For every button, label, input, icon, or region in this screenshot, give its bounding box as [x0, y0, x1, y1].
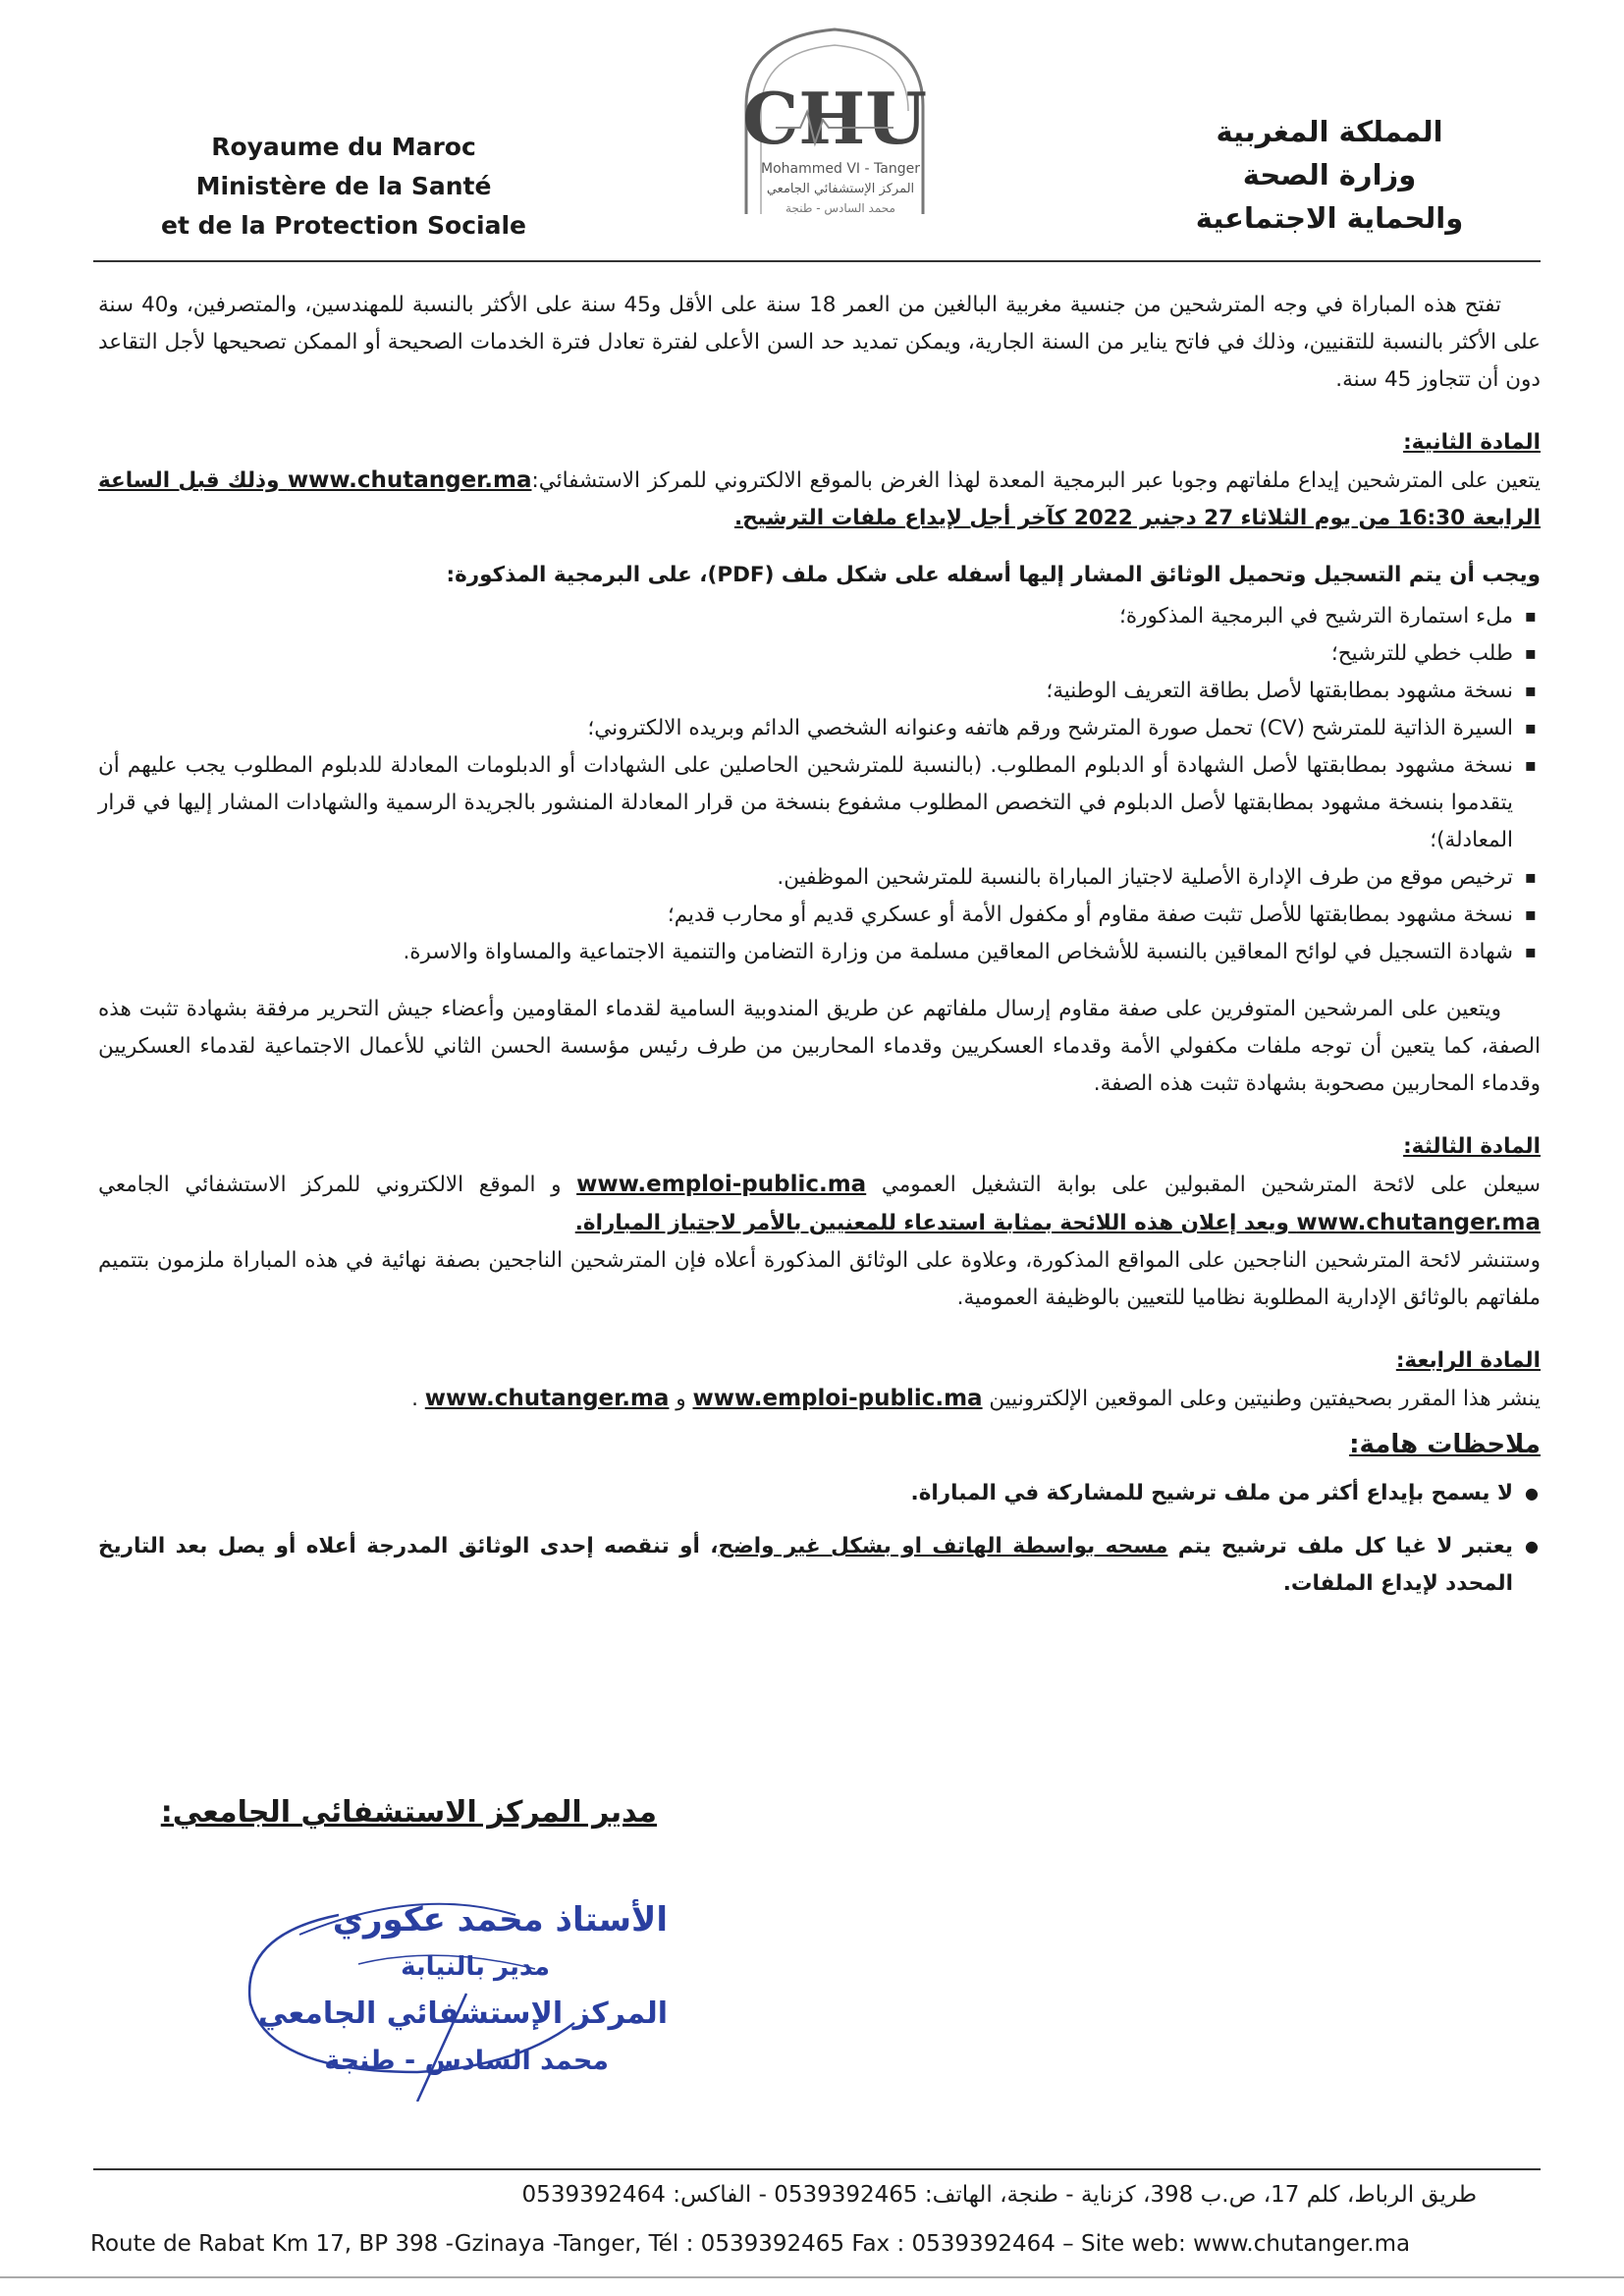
header-french-block [147, 128, 540, 246]
article-2-paragraph-3: ويتعين على المرشحين المتوفرين على صفة مقاوم إرسال ملفاتهم عن طريق المندوبية السامية لقدماء المقاومين وأعضاء جيش التحرير مرفقة بشهادة تثبت هذه الصفة، كما يتعين أن توجه ملفات مكفولي الأمة وقدماء العسكريين وقدماء المحاربين من طرف رئيس مؤسسة الحسن الثاني للأعمال الاجتماعية لقدماء العسكريين وقدماء المحاربين مصحوبة بشهادة تثبت هذه الصفة. [98, 997, 1541, 1096]
article-4-paragraph-1 [98, 1380, 1541, 1418]
note-2-text-b: ، أو تنقصه إحدى الوثائق المدرجة أعلاه أو يصل بعد التاريخ المحدد لإيداع الملفات. [98, 1534, 1513, 1596]
emploi-public-link[interactable]: www.emploi-public.ma [576, 1172, 867, 1197]
list-item: ▪ نسخة مشهود بمطابقتها للأصل تثبت صفة مقاوم أو مكفول الأمة أو عسكري قديم أو محارب قديم؛ [98, 897, 1513, 934]
header-divider [93, 260, 1541, 262]
article-4-text-c: . [411, 1387, 425, 1411]
logo-subtitle-ar2: محمد السادس - طنجة [785, 201, 895, 215]
stamp-name: الأستاذ محمد عكوري [332, 1900, 668, 1940]
ministry-ar-line2: والحماية الاجتماعية [1195, 201, 1464, 235]
article-3-notice: ويعد إعلان هذه اللائحة بمثابة استدعاء للمعنيين بالأمر لاجتياز المباراة. [574, 1211, 1297, 1235]
required-documents-list [98, 598, 1541, 971]
important-notes-list [98, 1475, 1541, 1603]
list-item: ▪ السيرة الذاتية للمترشح (CV) تحمل صورة المترشح ورقم هاتفه وعنوانه الشخصي الدائم وبريده الالكتروني؛ [98, 710, 1513, 747]
list-item: ▪ طلب خطي للترشيح؛ [98, 635, 1513, 673]
list-item: ▪ ملء استمارة الترشيح في البرمجية المذكورة؛ [98, 598, 1513, 635]
list-item: ▪ نسخة مشهود بمطابقتها لأصل الشهادة أو الدبلوم المطلوب. (بالنسبة للمترشحين الحاصلين على الشهادات أو الدبلومات المعادلة للدبلوم المطلوب يجب عليهم أن يتقدموا بنسخة مشهود بمطابقتها لأصل الدبلوم في التخصص المطلوب مشفوع بنسخة من قرار المعادلة المنشور بالجريدة الرسمية والشهادات المشار إليها في قرار المعادلة)؛ [98, 747, 1513, 859]
kingdom-fr: Royaume du Maroc [211, 133, 476, 161]
chu-logo [707, 18, 962, 263]
article-2-paragraph-2: ويجب أن يتم التسجيل وتحميل الوثائق المشار إليها أسفله على شكل ملف (PDF)، على البرمجية المذكورة: [446, 563, 1541, 587]
stamp-role: مدير بالنيابة [401, 1952, 550, 1982]
ministry-fr-line2: et de la Protection Sociale [160, 211, 527, 240]
stamp-city: محمد السادس - طنجة [324, 2046, 609, 2076]
list-item: ▪ شهادة التسجيل في لوائح المعاقين بالنسبة للأشخاص المعاقين مسلمة من وزارة التضامن والتنمية الاجتماعية والمساواة والاسرة. [98, 934, 1513, 971]
list-item: ▪ ترخيص موقع من طرف الإدارة الأصلية لاجتياز المباراة بالنسبة للمترشحين الموظفين. [98, 859, 1513, 897]
note-2-underlined: مسحه بواسطة الهاتف او بشكل غير واضح [718, 1534, 1168, 1558]
logo-mark: CHU [741, 77, 928, 160]
kingdom-ar: المملكة المغربية [1216, 115, 1443, 148]
ministry-ar: وزارة الصحة [1242, 158, 1417, 191]
footer-address-ar: طريق الرباط، كلم 17، ص.ب 398، كزناية - طنجة، الهاتف: 0539392465 - الفاكس: 0539392464 [521, 2182, 1477, 2208]
article-3-paragraph-2: وستنشر لائحة المترشحين الناجحين على المواقع المذكورة، وعلاوة على الوثائق المذكورة أعلاه فإن المترشحين الناجحين بصفة نهائية في هذه المباراة ملزمون بتتميم ملفاتهم بالوثائق الإدارية المطلوبة نظاميا للتعيين بالوظيفة العمومية. [98, 1248, 1541, 1310]
footer-address-fr: Route de Rabat Km 17, BP 398 -Gzinaya -Tanger, Tél : 0539392465 Fax : 0539392464 – Site web: www.chutanger.ma [90, 2231, 1411, 2257]
stamp-institution: المركز الإستشفائي الجامعي [258, 1996, 668, 2031]
article-2-title: المادة الثانية: [1403, 430, 1541, 455]
header-arabic-block [1167, 110, 1491, 240]
footer-divider [93, 2168, 1541, 2170]
chutanger-link[interactable]: www.chutanger.ma [1296, 1210, 1541, 1235]
article-2-text-a: يتعين على المترشحين إيداع ملفاتهم وجوبا عبر البرمجية المعدة لهذا الغرض بالموقع الالكتروني للمركز الاستشفائي: [531, 468, 1542, 493]
director-title: مدير المركز الاستشفائي الجامعي: [160, 1795, 657, 1830]
logo-subtitle-ar: المركز الإستشفائي الجامعي [766, 182, 915, 196]
official-stamp [255, 1895, 668, 2084]
chu-logo-graphic [707, 18, 962, 263]
note-2-text-a: يعتبر لا غيا كل ملف ترشيح يتم [1167, 1534, 1513, 1558]
article-2-deadline: وذلك قبل الساعة الرابعة 16:30 من يوم الثلاثاء 27 دجنبر 2022 كآخر أجل لإيداع ملفات الترشيح. [98, 468, 1541, 530]
article-3-paragraph-1 [98, 1166, 1541, 1242]
article-4-text-a: ينشر هذا المقرر بصحيفتين وطنيتين وعلى الموقعين الإلكترونيين [982, 1387, 1541, 1411]
article-4-title: المادة الرابعة: [1395, 1348, 1541, 1373]
article-2-paragraph-1 [98, 462, 1541, 537]
list-item [98, 1528, 1513, 1603]
ministry-fr: Ministère de la Santé [195, 172, 492, 200]
article-3-title: المادة الثالثة: [1403, 1134, 1541, 1159]
page-bottom-edge [0, 2276, 1624, 2278]
chutanger-link[interactable]: www.chutanger.ma [424, 1386, 670, 1411]
article-4-text-b: و [669, 1387, 693, 1411]
logo-subtitle-fr: Mohammed VI - Tanger [761, 161, 920, 177]
list-item: ● لا يسمح بإيداع أكثر من ملف ترشيح للمشاركة في المباراة. [98, 1475, 1513, 1512]
chutanger-link[interactable]: www.chutanger.ma [287, 467, 532, 493]
important-notes-title: ملاحظات هامة: [1349, 1430, 1541, 1459]
document-body [98, 287, 1541, 1618]
list-item: ▪ نسخة مشهود بمطابقتها لأصل بطاقة التعريف الوطنية؛ [98, 673, 1513, 710]
emploi-public-link[interactable]: www.emploi-public.ma [692, 1386, 983, 1411]
article-3-text-b: و الموقع الالكتروني للمركز الاستشفائي الجامعي [98, 1173, 577, 1197]
intro-paragraph: تفتح هذه المباراة في وجه المترشحين من جنسية مغربية البالغين من العمر 18 سنة على الأقل و45 سنة على الأكثر بالنسبة للمهندسين، والمتصرفين، و40 سنة على الأكثر بالنسبة للتقنيين، وذلك في فاتح يناير من السنة الجارية، ويمكن تمديد حد السن الأعلى لفترة تعادل فترة الخدمات الصحيحة أو الممكن تصحيحها لأجل التقاعد دون أن تتجاوز 45 سنة. [98, 293, 1541, 392]
article-3-text-a: سيعلن على لائحة المترشحين المقبولين على بوابة التشغيل العمومي [866, 1173, 1541, 1197]
